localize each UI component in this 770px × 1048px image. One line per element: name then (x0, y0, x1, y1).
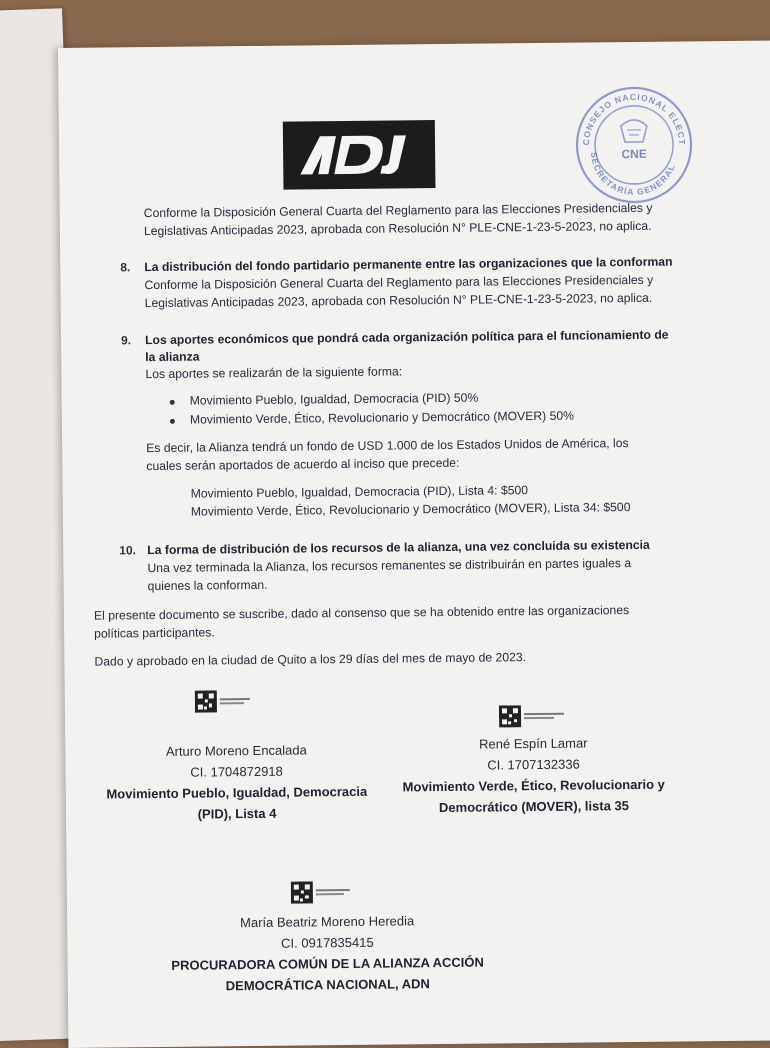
item10-number: 10. (119, 543, 137, 558)
center-signatory-role-line1: PROCURADORA COMÚN DE LA ALIANZA ACCIÓN (171, 954, 484, 973)
item8-text-line1: Conforme la Disposición General Cuarta del Reglamento para las Elecciones Presidenciales y (144, 272, 654, 293)
center-qr-signature (291, 881, 371, 911)
left-signatory-org-line1: Movimiento Pueblo, Igualdad, Democracia (106, 783, 368, 802)
item9-intro: Los aportes se realizarán de la siguiente forma: (145, 364, 403, 382)
item7-text-line2: Legislativas Anticipadas 2023, aprobada con Resolución N° PLE-CNE-1-23-5-2023, no aplica. (143, 218, 652, 239)
closing-line1: El presente documento se suscribe, dado al consenso que se ha obtenido entre las organizaciones (93, 603, 630, 623)
item7-text-line1: Conforme la Disposición General Cuarta del Reglamento para las Elecciones Presidenciales y (143, 200, 653, 221)
item9-contribution-1: Movimiento Pueblo, Igualdad, Democracia (PID), Lista 4: $500 (190, 483, 529, 501)
right-qr-signature (499, 705, 579, 735)
adn-logo-graphic (294, 129, 425, 180)
item10-title: La forma de distribución de los recursos de la alianza, una vez concluida su existencia (147, 537, 650, 558)
item9-fund-line1: Es decir, la Alianza tendrá un fondo de USD 1.000 de los Estados Unidos de América, los (146, 436, 629, 456)
right-signatory (383, 731, 684, 818)
item8-number: 8. (120, 260, 131, 275)
left-signatory-org-line2: (PID), Lista 4 (197, 805, 277, 822)
svg-text:SECRETARÍA GENERAL: SECRETARÍA GENERAL (588, 151, 677, 198)
closing-line2: políticas participantes. (94, 625, 215, 641)
left-signatory-id: CI. 1704872918 (190, 763, 283, 780)
item10-text-line2: quienes la conforman. (147, 577, 268, 594)
left-signatory-name: Arturo Moreno Encalada (165, 742, 307, 759)
left-signatory (101, 739, 372, 826)
right-signatory-name: René Espín Lamar (479, 735, 588, 752)
item8-text-line2: Legislativas Anticipadas 2023, aprobada con Resolución N° PLE-CNE-1-23-5-2023, no aplica. (144, 290, 653, 311)
cne-seal (572, 83, 695, 206)
center-signatory-name: María Beatriz Moreno Heredia (240, 913, 415, 931)
bullet-dot (170, 400, 175, 405)
item9-number: 9. (120, 333, 132, 348)
right-signatory-id: CI. 1707132336 (487, 756, 580, 773)
document-page (58, 40, 770, 1048)
item9-title-line2: la alianza (145, 349, 200, 365)
left-qr-signature (195, 690, 265, 720)
right-signatory-org-line1: Movimiento Verde, Ético, Revolucionario y (402, 776, 665, 795)
right-signatory-org-line2: Democrático (MOVER), lista 35 (438, 798, 630, 816)
center-signatory-role-line2: DEMOCRÁTICA NACIONAL, ADN (225, 976, 430, 994)
closing-date: Dado y aprobado en la ciudad de Quito a los 29 días del mes de mayo de 2023. (94, 650, 527, 669)
item8-title: La distribución del fondo partidario permanente entre las organizaciones que la conforman (144, 254, 673, 275)
center-signatory (157, 909, 498, 997)
svg-text:CNE: CNE (621, 146, 647, 162)
svg-text:CONSEJO NACIONAL ELECTORAL: CONSEJO NACIONAL ELECTORAL (580, 91, 688, 146)
item9-fund-line2: cuales serán aportados de acuerdo al inciso que precede: (146, 455, 460, 474)
adn-logo (283, 120, 436, 190)
item9-bullet-1: Movimiento Pueblo, Igualdad, Democracia (PID) 50% (189, 390, 479, 408)
item9-contribution-2: Movimiento Verde, Ético, Revolucionario y Democrático (MOVER), Lista 34: $500 (190, 500, 631, 519)
item9-title-line1: Los aportes económicos que pondrá cada organización política para el funcionamiento de (144, 327, 669, 348)
item9-bullet-2: Movimiento Verde, Ético, Revolucionario y Democrático (MOVER) 50% (189, 408, 575, 427)
item10-text-line1: Una vez terminada la Alianza, los recursos remanentes se distribuirán en partes iguales a (147, 556, 632, 576)
bullet-dot (170, 419, 175, 424)
center-signatory-id: CI. 0917835415 (281, 934, 374, 951)
